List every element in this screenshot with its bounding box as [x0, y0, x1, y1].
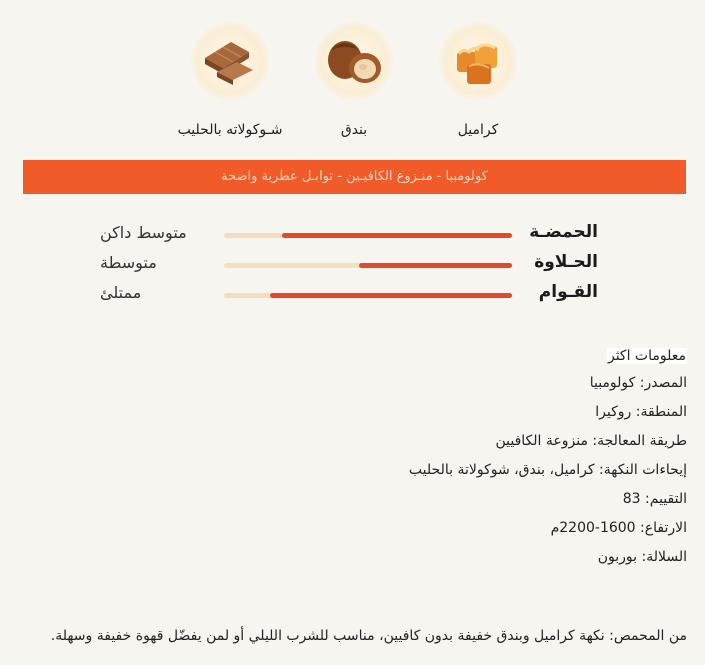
profile-value-body: ممتلئ	[100, 283, 142, 302]
profile-row-sweetness	[0, 252, 705, 278]
info-altitude: الارتفاع: 1600-2200م	[550, 520, 687, 536]
acidity-bar-fill	[282, 233, 512, 238]
more-info	[27, 345, 687, 577]
sweetness-bar	[224, 263, 512, 268]
note-label-caramel: كراميل	[457, 122, 499, 138]
profile-label-acidity: الحمضـة	[529, 222, 598, 242]
note-label-milk-chocolate: شـوكولاته بالحليب	[177, 122, 283, 138]
roaster-note: من المحمص: نكهة كراميل وبندق خفيفة بدون كافيين، مناسب للشرب الليلي أو لمن يفضّل قهوة خفيفة وسهلة.	[50, 628, 687, 644]
sweetness-bar-fill	[359, 263, 512, 268]
profile-value-sweetness: متوسطة	[100, 253, 157, 272]
body-bar	[224, 293, 512, 298]
profile-value-acidity: متوسط داكن	[100, 223, 187, 242]
info-origin: المصدر: كولومبيا	[589, 375, 687, 391]
note-milk-chocolate	[170, 22, 290, 138]
info-region: المنطقة: روكيرا	[595, 404, 687, 420]
milk-chocolate-icon	[191, 22, 269, 100]
note-caramel	[418, 22, 538, 138]
caramel-icon	[439, 22, 517, 100]
flavor-notes	[170, 22, 530, 152]
info-score: التقييم: 83	[622, 491, 687, 507]
profile-label-body: القـوام	[538, 282, 598, 302]
hazelnut-icon	[315, 22, 393, 100]
profile-label-sweetness: الحـلاوة	[534, 252, 598, 272]
more-info-heading: معلومات اكثر	[607, 348, 686, 364]
profile-row-acidity	[0, 222, 705, 248]
origin-banner-text: كولومبيا - منـزوع الكافيـين - توابـل عطرية واضحة	[221, 169, 488, 184]
body-bar-fill	[270, 293, 512, 298]
note-label-hazelnut: بندق	[340, 122, 368, 138]
info-process: طريقة المعالجة: منزوعة الكافيين	[495, 433, 687, 449]
note-hazelnut	[294, 22, 414, 138]
taste-profile	[0, 222, 705, 312]
info-variety: السلالة: بوربون	[597, 549, 687, 565]
acidity-bar	[224, 233, 512, 238]
origin-banner	[23, 160, 686, 194]
info-flavor-notes: إيحاءات النكهة: كراميل، بندق، شوكولاتة بالحليب	[408, 462, 687, 478]
profile-row-body	[0, 282, 705, 308]
